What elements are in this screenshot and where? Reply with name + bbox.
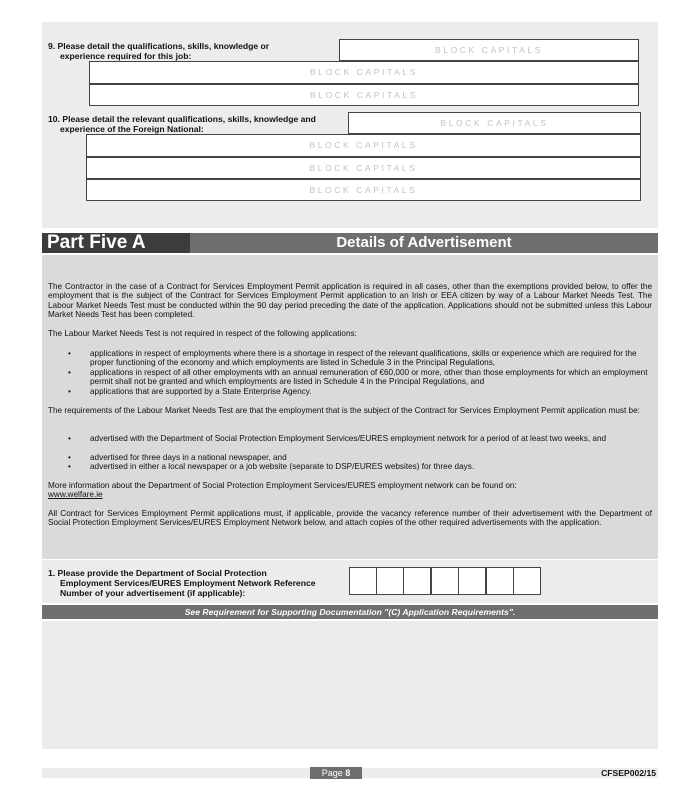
bullet-icon: • — [68, 453, 71, 462]
page-number: Page 8 — [310, 767, 362, 779]
requirement-item: advertised in either a local newspaper or a job website (separate to DSP/EURES websites) for three days. — [90, 462, 475, 471]
reference-digit-box[interactable] — [349, 567, 377, 595]
requirement-item: advertised with the Department of Social Protection Employment Services/EURES employment network for a period of at least two weeks, and — [90, 434, 607, 443]
section-part-label: Part Five A — [47, 232, 146, 253]
reference-digit-box[interactable] — [458, 567, 486, 595]
intro-paragraph: The Contractor in the case of a Contract for Services Employment Permit application is required in all cases, other than the exemptions provided below, to offer the employment that is the subject of the Contract for Services Employment Permit application to an Irish or EEA citizen by way of a Labour Market Needs Test. The Labour Market Needs Test must be conducted within the 90 day period preceding the date of the application. Applications should not be submitted unless this Labour Market Needs Test has been completed. — [48, 282, 652, 320]
q10-field-1[interactable]: BLOCK CAPITALS — [348, 112, 641, 134]
reference-digit-box[interactable] — [513, 567, 541, 595]
q1-label: 1. Please provide the Department of Social Protection Employment Services/EURES Employment Network Reference Number of your advertisement (if applicable): — [48, 568, 316, 598]
form-code: CFSEP002/15 — [601, 768, 656, 778]
exemption-item: applications that are supported by a State Enterprise Agency. — [90, 387, 312, 396]
q10-field-4[interactable]: BLOCK CAPITALS — [86, 179, 641, 201]
q9-field-1[interactable]: BLOCK CAPITALS — [339, 39, 639, 61]
bullet-icon: • — [68, 368, 71, 377]
more-info-paragraph: More information about the Department of Social Protection Employment Services/EURES employment network can be found on: — [48, 481, 517, 490]
welfare-link[interactable]: www.welfare.ie — [48, 490, 103, 499]
q10-field-2[interactable]: BLOCK CAPITALS — [86, 134, 641, 157]
exemption-item: applications in respect of employments where there is a shortage in respect of the relevant qualifications, skills or experience which are required for the proper functioning of the economy and which employments are listed in Schedule 3 in the Principal Regulations, — [90, 349, 637, 368]
exemptions-intro: The Labour Market Needs Test is not required in respect of the following applications: — [48, 329, 357, 338]
reference-digit-box[interactable] — [403, 567, 431, 595]
reference-digit-box[interactable] — [376, 567, 404, 595]
bullet-icon: • — [68, 387, 71, 396]
requirement-item: advertised for three days in a national newspaper, and — [90, 453, 287, 462]
closing-paragraph: All Contract for Services Employment Permit applications must, if applicable, provide the vacancy reference number of their advertisement with the Department of Social Protection Employment Services/EURES Employment Network below, and attach copies of the other required advertisements with the application. — [48, 509, 652, 528]
requirements-intro: The requirements of the Labour Market Needs Test are that the employment that is the subject of the Contract for Services Employment Permit application must be: — [48, 406, 640, 415]
reference-digit-box[interactable] — [431, 567, 459, 595]
section-title: Details of Advertisement — [336, 234, 512, 251]
reference-digit-box[interactable] — [486, 567, 514, 595]
exemption-item: applications in respect of all other employments with an annual remuneration of €60,000 or more, other than those employments for which an employment permit shall not be granted and which employments are listed in Schedule 4 in the Principal Regulations, and — [90, 368, 648, 387]
bullet-icon: • — [68, 462, 71, 471]
q9-field-2[interactable]: BLOCK CAPITALS — [89, 61, 639, 84]
bullet-icon: • — [68, 349, 71, 358]
q10-field-3[interactable]: BLOCK CAPITALS — [86, 157, 641, 179]
q9-field-3[interactable]: BLOCK CAPITALS — [89, 84, 639, 106]
supporting-documentation-note: See Requirement for Supporting Documentation "(C) Application Requirements". — [42, 605, 658, 619]
bullet-icon: • — [68, 434, 71, 443]
q9-label: 9. Please detail the qualifications, skills, knowledge or experience required for this job: — [48, 41, 270, 61]
blank-panel — [42, 621, 658, 749]
q10-label: 10. Please detail the relevant qualifications, skills, knowledge and experience of the Foreign National: — [48, 114, 316, 134]
